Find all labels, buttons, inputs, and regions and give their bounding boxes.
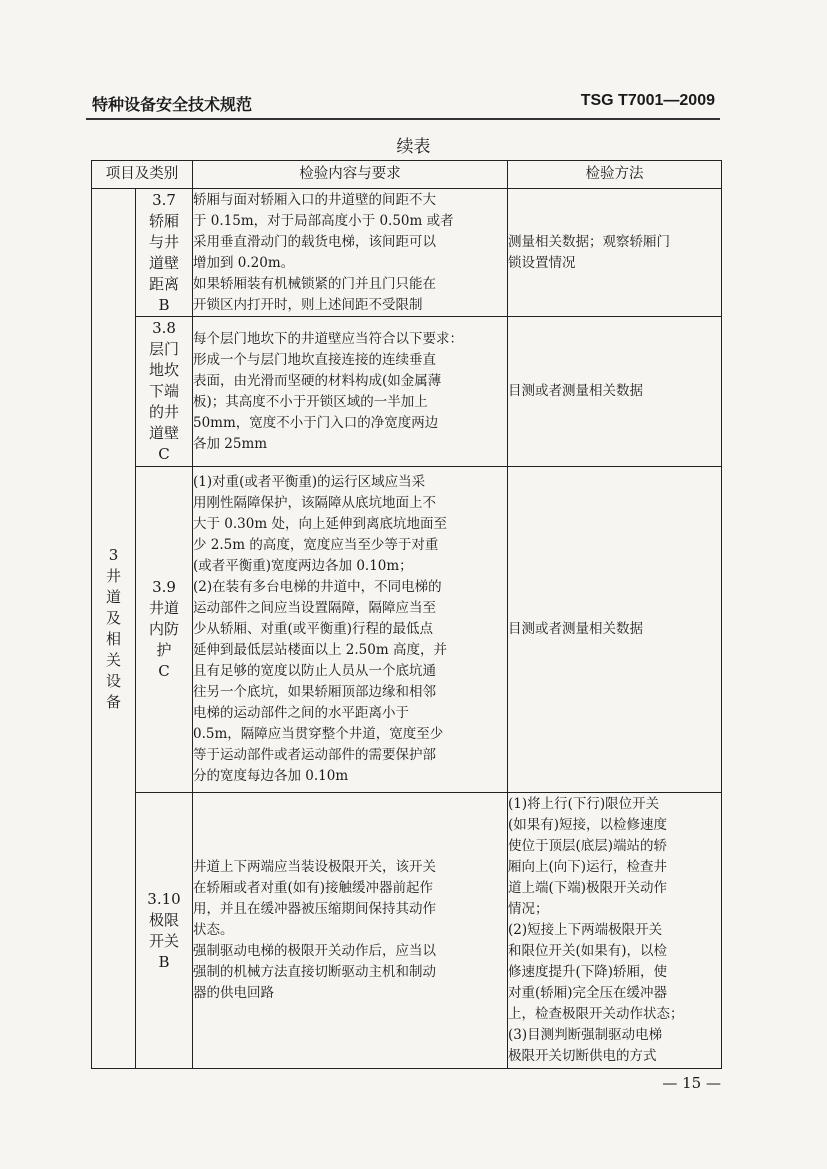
requirement-cell-line: 表面，由光滑而坚硬的材料构成(如金属薄 — [193, 372, 442, 389]
item-cell-line: C — [158, 445, 170, 463]
table-header-row — [92, 161, 722, 189]
item-cell-line: 地坎 — [148, 361, 179, 379]
table-caption: 续表 — [396, 137, 431, 157]
category-cell-line: 及 — [105, 608, 121, 627]
requirement-cell-line: 开锁区内打开时，则上述间距不受限制 — [193, 296, 423, 313]
category-cell-line: 井 — [105, 566, 121, 585]
method-cell — [508, 793, 722, 1069]
method-cell — [508, 467, 722, 793]
requirement-cell — [193, 189, 508, 317]
item-cell-line: 轿厢 — [148, 211, 179, 230]
category-cell-line: 关 — [105, 650, 121, 669]
item-cell-line: 井道 — [148, 599, 179, 617]
method-cell-line: 道上端(下端)极限开关动作 — [508, 880, 668, 896]
requirement-cell-line: 用刚性隔障保护，该隔障从底坑地面上不 — [193, 495, 436, 511]
item-cell-line: 3.8 — [152, 319, 176, 337]
item-cell-line: C — [158, 662, 170, 680]
requirement-cell-line: (或者平衡重)宽度两边各加 0.10m； — [193, 558, 413, 574]
item-cell-line: 下端 — [148, 382, 179, 400]
method-cell-line: 目测或者测量相关数据 — [508, 621, 643, 637]
item-cell-line: 开关 — [148, 931, 179, 950]
item-cell-line: 3.7 — [152, 190, 176, 209]
requirement-cell-line: 于 0.15m，对于局部高度小于 0.50m 或者 — [193, 212, 454, 229]
method-cell-line: 极限开关切断供电的方式 — [508, 1048, 657, 1064]
requirement-cell-line: 分的宽度每边各加 0.10m — [193, 768, 349, 784]
running-header-code: TSG T7001—2009 — [580, 92, 715, 109]
header-divider — [86, 118, 720, 120]
method-cell — [508, 189, 722, 317]
requirement-cell-line: 少从轿厢、对重(或平衡重)行程的最低点 — [193, 621, 434, 637]
method-cell-line: (2)短接上下两端极限开关 — [508, 922, 663, 938]
table-row — [92, 317, 722, 467]
method-cell-line: 锁设置情况 — [508, 254, 576, 271]
method-cell-line: (1)将上行(下行)限位开关 — [508, 796, 660, 812]
category-cell-line: 备 — [105, 692, 121, 711]
requirement-cell-line: 形成一个与层门地坎直接连接的连续垂直 — [193, 351, 436, 368]
requirement-cell-line: 各加 25mm — [193, 435, 268, 452]
requirement-cell-line: 运动部件之间应当设置隔障，隔障应当至 — [193, 600, 436, 616]
table-row — [92, 189, 722, 317]
category-cell-line: 3 — [108, 545, 119, 564]
item-cell — [136, 793, 193, 1069]
item-cell-line: 护 — [156, 641, 172, 659]
page-number: — 15 — — [662, 1074, 721, 1092]
requirement-cell-line: 强制的机械方法直接切断驱动主机和制动 — [193, 964, 436, 980]
item-cell-line: 距离 — [148, 274, 179, 293]
requirement-cell-line: 大于 0.30m 处，向上延伸到离底坑地面至 — [193, 516, 447, 532]
table-row — [92, 467, 722, 793]
requirement-cell-line: 采用垂直滑动门的载货电梯，该间距可以 — [193, 233, 436, 250]
method-cell-line: (如果有)短接，以检修速度 — [508, 817, 668, 833]
running-header-title: 特种设备安全技术规范 — [92, 95, 253, 114]
category-cell — [92, 189, 136, 1069]
header-content-requirements: 检验内容与要求 — [193, 161, 508, 189]
requirement-cell-line: 每个层门地坎下的井道壁应当符合以下要求： — [193, 330, 463, 347]
requirement-cell-line: (1)对重(或者平衡重)的运行区域应当采 — [193, 474, 426, 490]
item-cell-line: B — [158, 952, 170, 971]
item-cell-line: 3.9 — [152, 578, 176, 596]
category-cell-line: 设 — [105, 671, 121, 690]
requirement-cell-line: 50mm，宽度不小于门入口的净宽度两边 — [193, 414, 439, 431]
method-cell-line: 目测或者测量相关数据 — [508, 383, 643, 399]
requirement-cell-line: 等于运动部件或者运动部件的需要保护部 — [193, 747, 436, 763]
requirement-cell-line: 如果轿厢装有机械锁紧的门并且门只能在 — [193, 275, 436, 292]
item-cell-line: 极限 — [148, 910, 179, 929]
requirement-cell-line: 电梯的运动部件之间的水平距离小于 — [193, 705, 409, 721]
item-cell — [136, 189, 193, 317]
header-item-category: 项目及类别 — [92, 161, 193, 189]
item-cell-line: 道壁 — [148, 253, 179, 272]
item-cell — [136, 317, 193, 467]
header-inspection-method: 检验方法 — [508, 161, 722, 189]
requirement-cell — [193, 467, 508, 793]
requirement-cell-line: 井道上下两端应当装设极限开关，该开关 — [193, 859, 436, 875]
method-cell-line: 上，检查极限开关动作状态； — [508, 1006, 684, 1022]
requirement-cell-line: 增加到 0.20m。 — [193, 254, 295, 271]
method-cell-line: 修速度提升(下降)轿厢，使 — [508, 964, 668, 980]
requirement-cell-line: 往另一个底坑，如果轿厢顶部边缘和相邻 — [193, 684, 436, 700]
item-cell — [136, 467, 193, 793]
method-cell-line: 厢向上(向下)运行，检查井 — [508, 859, 668, 875]
method-cell — [508, 317, 722, 467]
requirement-cell-line: 用，并且在缓冲器被压缩期间保持其动作 — [193, 901, 436, 917]
requirement-cell — [193, 793, 508, 1069]
method-cell-line: 和限位开关(如果有)，以检 — [508, 943, 668, 959]
table-row — [92, 793, 722, 1069]
item-cell-line: B — [158, 295, 170, 314]
requirement-cell-line: 强制驱动电梯的极限开关动作后，应当以 — [193, 943, 436, 959]
requirement-cell-line: 在轿厢或者对重(如有)接触缓冲器前起作 — [193, 880, 434, 896]
method-cell-line: 测量相关数据；观察轿厢门 — [508, 233, 670, 250]
item-cell-line: 与井 — [148, 232, 179, 251]
requirement-cell-line: 少 2.5m 的高度，宽度应当至少等于对重 — [193, 537, 439, 553]
item-cell-line: 的井 — [148, 403, 179, 421]
requirement-cell-line: 板)；其高度不小于开锁区域的一半加上 — [193, 393, 428, 410]
requirement-cell-line: 器的供电回路 — [193, 985, 274, 1001]
requirement-cell-line: 轿厢与面对轿厢入口的井道壁的间距不大 — [193, 191, 436, 208]
requirement-cell-line: 且有足够的宽度以防止人员从一个底坑通 — [193, 663, 436, 679]
requirement-cell — [193, 317, 508, 467]
method-cell-line: 使位于顶层(底层)端站的轿 — [508, 838, 668, 854]
method-cell-line: (3)目测判断强制驱动电梯 — [508, 1027, 663, 1043]
method-cell-line: 对重(轿厢)完全压在缓冲器 — [508, 985, 668, 1001]
category-cell-line: 相 — [105, 629, 121, 648]
inspection-table — [91, 160, 722, 1069]
item-cell-line: 3.10 — [147, 889, 181, 908]
requirement-cell-line: 状态。 — [193, 922, 234, 938]
item-cell-line: 层门 — [148, 340, 179, 358]
requirement-cell-line: 延伸到最低层站楼面以上 2.50m 高度，并 — [193, 642, 447, 658]
item-cell-line: 内防 — [148, 620, 179, 638]
requirement-cell-line: 0.5m，隔障应当贯穿整个井道，宽度至少 — [193, 726, 444, 742]
method-cell-line: 情况； — [508, 901, 549, 917]
requirement-cell-line: (2)在装有多台电梯的井道中，不同电梯的 — [193, 579, 442, 595]
item-cell-line: 道壁 — [148, 424, 179, 442]
category-cell-line: 道 — [105, 587, 121, 606]
